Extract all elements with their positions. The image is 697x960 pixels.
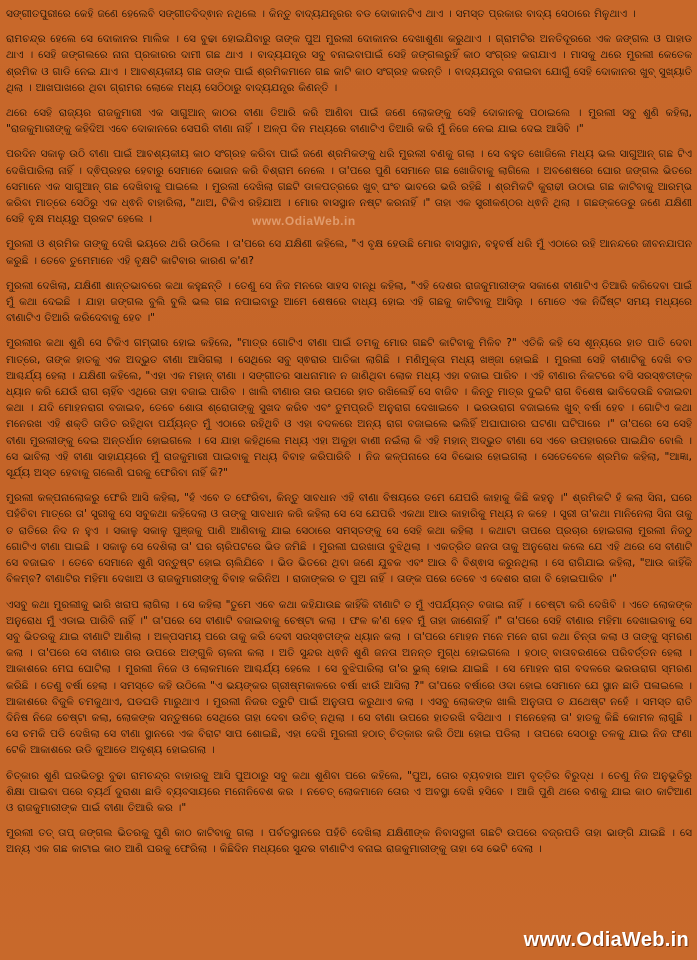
paragraph-1: ସଙ୍ଗୀତପୁରୀରେ କେହି ଜଣେ ହେଲେବି ସଙ୍ଗୀତବିଦ୍ଵାନ ନଥିଲେ । କିନ୍ତୁ ବାଦ୍ୟଯନ୍ତ୍ରର ବଡ ଦୋକାନଟିଏ ଥାଏ । ସମସ୍ତ ପ୍ରକାର ବାଦ୍ୟ ସେଠାରେ ମିଳୁଥାଏ । (6, 8, 636, 20)
paragraph-2: ରାମଚନ୍ଦ୍ର ହେଲେ ସେ ଦୋକାନର ମାଲିକ । ସେ ବୁଢା ହୋଇଯିବାରୁ ତାଙ୍କ ପୁଅ ମୁରଲୀ ଦୋକାନର ଦେଖାଶୁଣା କରୁଥାଏ । ଗ୍ରାମଟିର ଅନତିଦୂରରେ ଏକ ଜଙ୍ଗଲ ଓ ପାହାଡ ଥାଏ । ସେହି ଜଙ୍ଗଲରେ ନାନା ପ୍ରକାରର ଦାମୀ ଗଛ ଥାଏ । ବାଦ୍ୟଯନ୍ତ୍ର ସବୁ ବନାଇବାପାଇଁ ସେହି ଜଙ୍ଗଲରୁହିଁ କାଠ ସଂଗ୍ରହ କରାଯାଏ । ମାସକୁ ଥରେ ମୁରଲୀ କେତେକ ଶ୍ରମିକ ଓ ଗାଡି ନେଇ ଯାଏ । ଆବଶ୍ୟକୀୟ ଗଛ ତାଙ୍କ ପାଇଁ ଶ୍ରମିକମାନେ ଗଛ କାଟି କାଠ ସଂଗ୍ରହ କରନ୍ତି । ବାଦ୍ୟଯନ୍ତ୍ର ବନାଇବା ଯୋଗୁଁ ସେହି ଦୋକାନର ଖୁବ୍ ସୁଖ୍ୟାତି ଥିଲା । ଆଖପାଖରେ ଥିବା ଗ୍ରାମର ଲୋକେ ମଧ୍ୟ ସେଠିଠାରୁ ବାଦ୍ୟଯନ୍ତ୍ର କିଣନ୍ତି । (6, 33, 692, 94)
paragraph-3: ଥରେ ସେହି ରାଜ୍ୟର ରାଜକୁମାରୀ ଏକ ସାଗୁଆନ୍ କାଠର ବୀଣା ତିଆରି କରି ଆଣିବା ପାଇଁ ଜଣେ ଲୋକଙ୍କୁ ସେହି ଦୋକାନକୁ ପଠାଇଲେ । ମୁରଲୀ ସବୁ ଶୁଣି କହିଲା, "ରାଜକୁମାରୀଙ୍କୁ କହିଦିଅ ଏବେ ଦୋକାନରେ ସେପରି ବୀଣା ନାହିଁ । ଅଳ୍ପ ଦିନ ମଧ୍ୟରେ ବୀଣାଟିଏ ତିଆରି କରି ମୁଁ ନିଜେ ନେଇ ଯାଇ ଦେଇ ଆସିବି ।" (6, 107, 692, 136)
paragraph-10: ଚିତ୍କାର ଶୁଣି ଘରଭିତରୁ ବୁଢା ରାମଚନ୍ଦ୍ର ବାହାରକୁ ଆସି ପୁଅଠାରୁ ସବୁ କଥା ଶୁଣିବା ପରେ କହିଲେ, "ପୁଅ, ତୋର ବ୍ୟବହାର ଆମ ବୃତ୍ତିର ବିରୁଦ୍ଧ । ତେଣୁ ନିଜ ଅନୁଭୂତିରୁ ଶିକ୍ଷା ପାଇବା ପରେ ବ୍ୟର୍ଥ ଦୁରାଶା ଛାଡି ବ୍ୟବସାୟରେ ମନୋନିବେଶ କର । ନଚେତ୍ ଲୋକମାନେ ତୋର ଏ ଅବସ୍ଥା ଦେଖି ହସିବେ । ଆଜି ପୁଣି ଥରେ ବଣକୁ ଯାଇ କାଠ କାଟିଆଣ ଓ ରାଜକୁମାରୀଙ୍କ ପାଇଁ ବୀଣା ତିଆରି କର ।" (6, 769, 692, 814)
paragraph-7: ମୁରଲୀର କଥା ଶୁଣି ସେ ଟିକିଏ ଗମ୍ଭୀର ହୋଇ କହିଲେ, "ମାତ୍ର ଗୋଟିଏ ବୀଣା ପାଇଁ ତମକୁ ମୋର ଗଛଟି କାଟିବାକୁ ମିଳିବ ?" ଏତିକି କହି ସେ ଶୂନ୍ୟରେ ହାତ ପାତି ଦେବା ମାତ୍ରେ, ତାଙ୍କ ହାତକୁ ଏକ ଅଦ୍ଭୁତ ବୀଣା ଆସିଗଲା । ସେଥିରେ ସବୁ ସ୍ଵରାର ପାତିକା ଲାଗିଛି । ମଣିମୁକ୍ତା ମଧ୍ୟ ଖଞ୍ଜା ହୋଇଛି । ମୁରଲୀ ସେହି ବୀଣାଟିକୁ ଦେଖି ବଡ ଆଶ୍ଚର୍ଯ୍ୟ ହେଲା । ଯକ୍ଷିଣୀ କହିଲେ, "ଏହା ଏକ ମହାନ୍ ବୀଣା । ସଙ୍ଗୀତର ସାଧନାମାନ ନ ଜାଣିଥିବା ଲୋକ ମଧ୍ୟ ଏହା ବଜାଇ ପାରିବ । ଏହି ବୀଣାର ନିକଟରେ ବସି ସରସ୍ଵତୀଙ୍କ ଧ୍ୟାନ କରି ଯେଉଁ ରାଗ ଚାହିଁବ ଏଥିରେ ତାହା ବଜାଇ ପାରିବ । ଖାଲି ବୀଣାର ତାର ଉପରେ ହାତ ରଖିଲେହିଁ ସେ ବାଜିବ । କିନ୍ତୁ ମାତ୍ର ଦୁଇଟି ରାଗ ବିଶେଷ ଭାବିଦେଉଛି ବଜାଇବା କଥା । ଯଦି ମୋହନରାଗ ବଜାଇବ, ତେବେ ଶୋତା ଶ୍ରୋତାଙ୍କୁ ସୁଖଦ କରିବ ଏବଂ ତୁମପ୍ରତି ଅନୁରାଗ ଦେଖାଇବେ । ଭରଉରାଗ ବଜାଇଲେ ଖୁବ୍ ବର୍ଷା ହେବ । ଗୋଟିଏ କଥା ମନେରଖ ଏହି ଶକ୍ତି ତାଡିତ ରହିଥିବା ପର୍ଯ୍ୟନ୍ତ ମୁଁ ଏଠାରେ ରହିଥିବି ଓ ଏହା ବଦଳରେ ଅନ୍ୟ ରାଗ ବଜାଇଲେ ଭଲିହିଁ ଅଘାଘାରର ଘଟଣା ଘଟିପାରେ ।" ତା'ପରେ ସେ ସେହି ବୀଣା ମୁରଲୀଙ୍କୁ ଦେଇ ଅନ୍ତର୍ଧାନ ହୋଇଗଲେ । ସେ ଯାହା କହିଥିଲେ ମଧ୍ୟ ଏହା ଅକୁହା ବାଣୀ ନଇଁଲା କି ଏହି ମହାନ୍ ଅଦ୍ଭୁତ ବୀଣା ସେ ଏବେ ଉପହାରରେ ପାଇଯିବ ବୋଲି । ସେ ଭାବିଲା ଏହି ବୀଣା ସାହାଯ୍ୟରେ ମୁଁ ରାଜକୁମାରୀ ପାଇବାକୁ ମଧ୍ୟ ବିବାହ କରିପାରିବି । ନିଜ କଳ୍ପନାରେ ସେ ବିଭୋର ହୋଇଗଲା । ସେତେବେଳେ ଶ୍ରମିକ କହିଲା, "ଆଜ୍ଞା, ସୂର୍ଯ୍ୟ ଅସ୍ତ ହେବାକୁ ଗଲେଣି ଘରକୁ ଫେରିବା ନାହିଁ କି?" (6, 337, 692, 480)
paragraph-8: ମୁରଲୀ କଳ୍ପନାଲୋକରୁ ଫେରି ଆସି କହିଲା, "ହଁ ଏବେ ତ ଫେରିବା, କିନ୍ତୁ ସାବଧାନ ଏହି ବୀଣା ବିଷୟରେ ତମେ ଯେପରି କାହାକୁ କିଛି କହନୁ ।" ଶ୍ରମିକଟି ହଁ କଲା ସିନା, ଘରେ ପହଁଚିବା ମାତ୍ରେ ତା' ସ୍ତ୍ରୀକୁ ସେ ସବୁକଥା କହିଦେଲା ଓ ତାଙ୍କୁ ସାବଧାନ କରି କହିଲା ସେ ସେ ଯେପରି ଏକଥା ଆଉ କାହାରିକୁ ମଧ୍ୟ ନ କହେ । ସ୍ତ୍ରୀ ତା'କଥା ମାନିନେଲା ସିନା ତାକୁ ତ ରାତିରେ ନିଦ ନ ହୁଏ । ସକାଳୁ ସକାଳୁ ପୁଞ୍ଜକୁ ପାଣି ଆଣିବାକୁ ଯାଇ ସେଠାରେ ସମସ୍ତଙ୍କୁ ସେ ସେହି କଥା କହିଲା । କଥାଟା ତାପରେ ପ୍ରଚାର ହୋଇଗଲା ମୁରଲୀ ନିଜଠୁ ଗୋଟିଏ ବୀଣା ପାଇଛି । ସକାଳୁ ସେ ଦେଶିଲା ତା' ଘର ଚାରିପଟରେ ଭିଡ ଜମିଛି । ମୁରଲୀ ଘରଖାତା ବୁଝିଥିଲା । ଏକତ୍ରିତ ଜନତା ତାକୁ ଅନୁରୋଧ କଲେ ଯେ ଏହି ଥରେ ସେ ବୀଣାଟି ସେ ବଜାଇବ । ତେବେ ସେମାନେ ଶୁଣି ସନ୍ତୁଷ୍ଟ ହୋଇ ଚାଲିଯିବେ । ଭିଡ ଭିତରେ ଥିବା ଜଣେ ଯୁବକ ଏବଂ ଆଉ ବି ବିଶ୍ଵାସ କରୁନଥିଲା । ସେ ରାଗିଯାଇ କହିଲା, "ଆଉ କାହିଁକି ବିଳମ୍ବ? ବୀଣାଟିର ମହିମା ଦେଖାଅ ଓ ରାଜକୁମାରୀଙ୍କୁ ବିବାହ କରିନିଅ । ରାଜାଙ୍କର ତ ପୁଅ ନାହିଁ । ତାଙ୍କ ପରେ ତେବେ ଏ ଦେଶର ରାଜା ବି ହୋଇପାରିବ ।" (6, 492, 692, 586)
story-body (6, 6, 692, 867)
paragraph-9: ଏସବୁ କଥା ମୁରଲୀକୁ ଭାରି ଖରାପ ଲାଗିଲା । ସେ କହିଲା "ତୁମେ ଏବେ କଥା କହିଯାଉଛ କାହିଁକି ବୀଣାଟି ତ ମୁଁ ଏପର୍ଯ୍ୟନ୍ତ ବଜାଇ ନାହିଁ । ଚେଷ୍ଟା କରି ଦେଖିବି । ଏତେ ଲୋକଙ୍କ ଅନୁରୋଧ ମୁଁ ଏଡାଇ ପାରିବି ନାହିଁ ।" ତା'ପରେ ସେ ବୀଣାଟି ବଜାଇବାକୁ ଚେଷ୍ଟା କଲା । ଫଳ କ'ଣ ହେବ ମୁଁ ତାହା ଜାଣେନାହିଁ ।" ତା'ପରେ ସେହି ବୀଣାର ମହିମା ଦେଖାଇବାକୁ ସେ ସବୁ ଭିତରକୁ ଯାଇ ବୀଣାଟି ଆଣିଲା । ଅଳ୍ପସମୟ ପରେ ତାକୁ କରି ଦେବୀ ସରସ୍ଵତୀଙ୍କ ଧ୍ୟାନ କଲା । ତା'ପରେ ମୋହନ ମନେ ମନେ ରାଗ କଥା ଚିନ୍ତା କଲା ଓ ତାଙ୍କୁ ସ୍ମରଣ କଲା । ତା'ପରେ ସେ ବୀଣାର ତାର ଉପରେ ଅଙ୍ଗୁଳି ଚାଳନା କଲା । ଅତି ସୁନ୍ଦର ଧ୍ଵନି ଶୁଣି ଜନତା ଅନନ୍ତ ମୁଗ୍ଧ ହୋଇଗଲେ । ହଠାତ୍ ବାତାବରଣରେ ପରିବର୍ତ୍ତନ ହେଲା । ଆକାଶରେ ମେଘ ଘୋଟିଲା । ମୁରଲୀ ନିଜେ ଓ ଲୋକମାନେ ଆଶ୍ଚର୍ଯ୍ୟ ହେଲେ । ସେ ବୁଝିପାରିଲା ତା'ର ଭୁଲ୍ ହୋଇ ଯାଇଛି । ସେ ମୋହନ ରାଗ ବଦଳରେ ଭରଉରାଗ ସ୍ମରଣ କରିଛି । ତେଣୁ ବର୍ଷା ହେଲା । ସମସ୍ତେ କହି ଉଠିଲେ "ଏ ଭୟଙ୍କର ଗ୍ରୀଷ୍ମକାଳରେ ବର୍ଷା ଝାଉଁ ଆସିଲା ?" ତା'ପରେ ବର୍ଷାରେ ଓଦା ହୋଇ ସେମାନେ ଯେ ସ୍ଥାନ ଛାଡି ପଳାଇଲେ । ଆକାଶରେ ବିଜୁଳି ଚମକୁଥାଏ, ଘଡଘଡି ମାରୁଥାଏ । ମୁରଲୀ ନିଜର ତ୍ରୁଟି ପାଇଁ ଅନୁତାପ କରୁଥାଏ କଲା । ଏସବୁ ଲୋକଙ୍କ ଖାଲି ଅନୁତାପ ତ ଯଥେଷ୍ଟ ନହେଁ । ସମସ୍ତ ରାତି ଦିନିଷ ନିଜେ ଚେଷ୍ଟା କଲା, ଲୋକଙ୍କ ସନ୍ତୁଷରେ ସେଥିରେ ତାହା ଦେବା ଉଚିତ୍ ନଥିଲା । ସେ ବୀଣା ଉପରେ ହାତରଖି ବସିଥାଏ । ମନେହେଲା ତା' ହାତକୁ କିଛି କୋମଳ ଲାଗୁଛି । ସେ ଚମକି ପଡି ଦେଖିଲା ସେ ବୀଣା ସ୍ଥାନରେ ଏକ ବିରାଟ ସାପ ଶୋଇଛି, ଏହା ଦେଖି ମୁରଲୀ ହଠାତ୍ ଚିତ୍କାର କରି ଠିଆ ହୋଇ ପଡିଲା । ତାପରେ ସେଠାରୁ ତଳକୁ ଯାଇ ନିଜ ଫଣା ଟେକି ଆକାଶରେ ଉଡି କୁଆଡେ ଅଦୃଶ୍ୟ ହୋଇଗଲା । (6, 598, 692, 757)
paragraph-11: ମୁରଲୀ ତତ୍ ତାପ୍ ଜଙ୍ଗଲ ଭିତରକୁ ପୁଣି କାଠ କାଟିବାକୁ ଗଲା । ପର୍ବତସ୍ଥାନରେ ପହଁଚି ଦେଖିଲା ଯକ୍ଷିଣୀଙ୍କ ନିବାସସ୍ଥଳୀ ଗଛଟି ଉପରେ ବଜ୍ରପଡି ତାହା ଭାଙ୍ଗି ଯାଇଛି । ସେ ଅନ୍ୟ ଏକ ଗଛ କାଟାଇ କାଠ ଆଣି ଘରକୁ ଫେରିଲା । କିଛିଦିନ ମଧ୍ୟରେ ସୁନ୍ଦର ବୀଣାଟିଏ ବନାଇ ରାଜକୁମାରୀଙ୍କୁ ତାହା ସେ ଭେଟି ଦେଲା । (6, 827, 692, 856)
footer-url[interactable]: www.OdiaWeb.in (523, 929, 689, 951)
paragraph-4: ପରଦିନ ସକାଳୁ ଉଠି ବୀଣା ପାଇଁ ଆବଶ୍ୟକୀୟ କାଠ ସଂଗ୍ରହ କରିବା ପାଇଁ ଜଣେ ଶ୍ରମିକଙ୍କୁ ଧରି ମୁରଲୀ ବଣକୁ ଗଲା । ସେ ବହୁତ ଖୋଜିଲେ ମଧ୍ୟ ଭଲ ସାଗୁଆନ୍ ଗଛ ଟିଏ ଦେଖିପାରିଲା ନାହିଁ । ଦ୍ଵିପ୍ରହର ହେବାରୁ ସେମାନେ ଭୋଜନ କରି ବିଶ୍ରାମ ନେଲେ । ତା'ପରେ ପୁଣି ସେମାନେ ଗଛ ଖୋଜିବାକୁ ଲାଗିଲେ । ଅବଶେଷରେ ଘୋର ଜଙ୍ଗଲ ଭିତରେ ସେମାନେ ଏକ ସାଗୁଆନ୍ ଗଛ ଦେଖିବାକୁ ପାଇଲେ । ମୁରଲୀ ଦେଖିଲା ଗଛଟି ଡାଳପତ୍ରରେ ଖୁବ୍ ଘଂଚ ଭାବରେ ଭରି ରହିଛି । ଶ୍ରମିକଟି କୁରାଢୀ ଉଠାଇ ଗଛ କାଟିବାକୁ ଆରମ୍ଭ କରିବା ମାତ୍ରେ ସେଠିରୁ ଏକ ଧ୍ଵନି ବାହାରିଲା, "ଥାଅ, ଟିକିଏ ରହିଯାଅ । ମୋର ବାସସ୍ଥାନ ନଷ୍ଟ କରନାହିଁ ।" ତାହା ଏକ ସ୍ତ୍ରୀକଣ୍ଠର ଧ୍ଵନି ଥିଲା । ଗଛଙ୍କଡେରୁ ଜଣେ ଯକ୍ଷିଣୀ ସେହି ବୃକ୍ଷ ମଧ୍ୟରୁ ପ୍ରକଟ ହେଲେ । (6, 148, 692, 226)
watermark-logo: www.OdiaWeb.in (252, 214, 356, 228)
paragraph-6: ମୁରଲୀ ଦେଖିଲା, ଯକ୍ଷିଣୀ ଶାନ୍ତଭାବରେ କଥା କହୁଛନ୍ତି । ତେଣୁ ସେ ନିଜ ମନରେ ସାହସ ବାନ୍ଧି କହିଲା, "ଏହି ଦେଶର ରାଜକୁମାରୀଙ୍କ ସକାଶେ ବୀଣାଟିଏ ତିଆରି କରିଦେବା ପାଇଁ ମୁଁ କଥା ଦେଇଛି । ଯାହା ଜଙ୍ଗଲ ବୁଲି ବୁଲି ଭଲ ଗଛ ନପାଇବାରୁ ଆମେ ଶେଷରେ ବାଧ୍ୟ ହୋଇ ଏହି ଗଛକୁ କାଟିବାକୁ ଆସିଲୁ । ମୋତେ ଏକ ନିର୍ଦ୍ଦିଷ୍ଟ ସମୟ ମଧ୍ୟରେ ବୀଣାଟିଏ ତିଆରି କରିଦେବାକୁ ହେବ ।" (6, 279, 692, 325)
paragraph-5: ମୁରଲୀ ଓ ଶ୍ରମିକ ତାଙ୍କୁ ଦେଖି ଭୟରେ ଥରି ଉଠିଲେ । ତା'ପରେ ସେ ଯକ୍ଷିଣୀ କହିଲେ, "ଏ ବୃକ୍ଷ ହେଉଛି ମୋର ବାସସ୍ଥାନ, ବହୁବର୍ଷ ଧରି ମୁଁ ଏଠାରେ ରହି ଆନନ୍ଦରେ ଜୀବନଯାପନ କରୁଛି । ତେବେ ତୁମେମାନେ ଏହି ବୃକ୍ଷଟି କାଟିବାର କାରଣ କ'ଣ? (6, 238, 692, 267)
